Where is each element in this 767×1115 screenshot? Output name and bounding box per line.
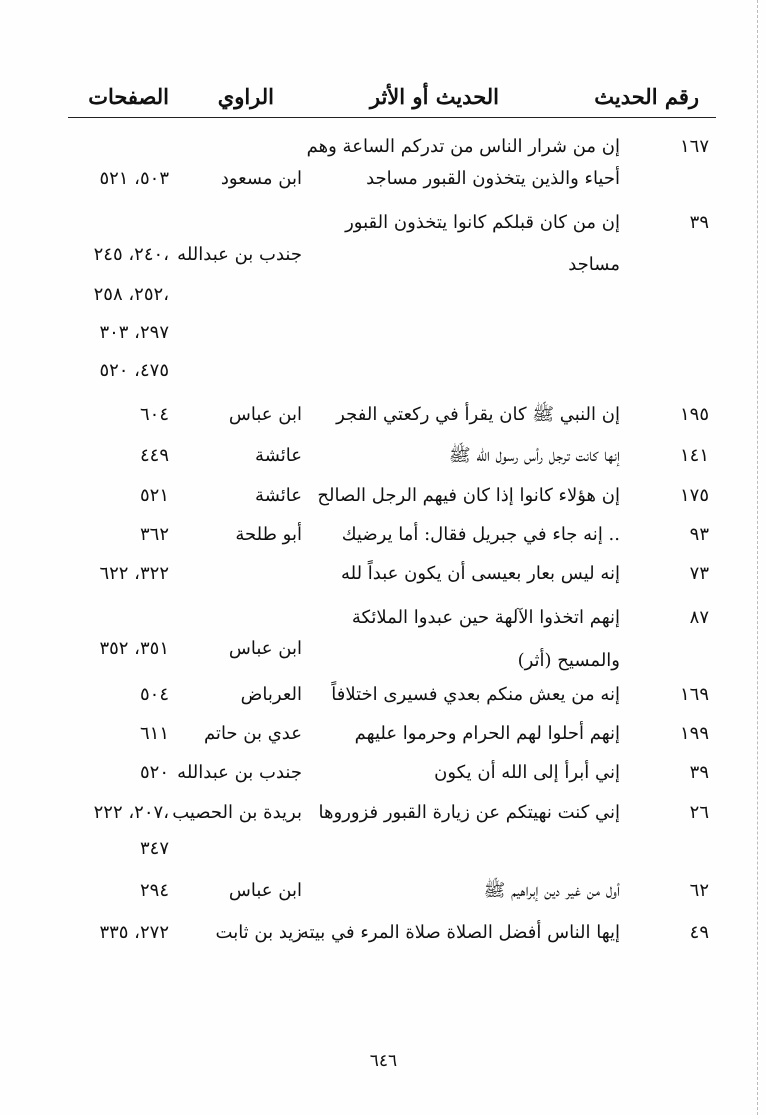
hadith-number: ٨٧ xyxy=(689,607,709,628)
narrator: ابن مسعود xyxy=(220,168,302,189)
narrator: جندب بن عبدالله xyxy=(177,762,302,783)
page-refs: ٣٥١، ٣٥٢ xyxy=(99,638,169,659)
page-refs: ٢٩٤ xyxy=(139,880,169,901)
narrator: جندب بن عبدالله xyxy=(177,244,302,265)
hadith-number: ١٧٥ xyxy=(679,485,709,506)
narrator: عدي بن حاتم xyxy=(203,723,302,744)
hadith-number: ١٩٩ xyxy=(679,723,709,744)
page-refs: ٤٧٥، ٥٢٠ xyxy=(99,360,169,381)
header-hadith: الحديث أو الأثر xyxy=(369,84,499,109)
hadith-number: ٣٩ xyxy=(689,762,709,783)
hadith-number: ١٦٩ xyxy=(679,684,709,705)
narrator: أبو طلحة xyxy=(235,524,302,545)
hadith-text: إن هؤلاء كانوا إذا كان فيهم الرجل الصالح xyxy=(317,485,620,506)
page-refs: ٢٩٧، ٣٠٣ xyxy=(99,322,169,343)
hadith-text: أول من غير دين إبراهيم ﷺ xyxy=(483,880,620,901)
header-number: رقم الحديث xyxy=(594,84,699,109)
page-refs: ٥٠٣، ٥٢١ xyxy=(99,168,169,189)
page-refs: ٥٢١ xyxy=(139,485,169,506)
hadith-text: إني كنت نهيتكم عن زيارة القبور فزوروها xyxy=(318,802,620,823)
narrator: ابن عباس xyxy=(228,880,302,901)
header-pages: الصفحات xyxy=(88,84,169,109)
hadith-text: إنهم اتخذوا الآلهة حين عبدوا الملائكة xyxy=(351,607,620,628)
hadith-number: ١٤١ xyxy=(679,445,709,466)
narrator: زيد بن ثابت xyxy=(215,922,302,943)
hadith-number: ٦٢ xyxy=(689,880,709,901)
page-refs: ٣٤٧ xyxy=(139,838,169,859)
page-number: ٦٤٦ xyxy=(369,1051,398,1071)
hadith-text: والمسيح (أثر) xyxy=(517,650,620,671)
narrator: العرباض xyxy=(240,684,302,705)
page-refs: ٣٢٢، ٦٢٢ xyxy=(99,563,169,584)
header-divider xyxy=(68,117,716,118)
narrator: ابن عباس xyxy=(228,638,302,659)
page-refs: ٤٤٩ xyxy=(139,445,169,466)
hadith-text: إن من شرار الناس من تدركم الساعة وهم xyxy=(306,136,620,157)
page-refs: ٥٢٠ xyxy=(139,762,169,783)
page-refs: ٦١١ xyxy=(139,723,169,744)
hadith-text: إيها الناس أفضل الصلاة صلاة المرء في بيته xyxy=(299,922,620,943)
hadith-text: إنه جاء في جبريل فقال: أما يرضيك .. xyxy=(341,524,620,545)
hadith-text: إنه ليس بعار بعيسى أن يكون عبداً لله xyxy=(340,563,620,584)
hadith-text: مساجد xyxy=(568,254,620,275)
page-edge-line xyxy=(757,0,758,1115)
hadith-number: ٧٣ xyxy=(689,563,709,584)
hadith-text: أحياء والذين يتخذون القبور مساجد xyxy=(366,168,620,189)
hadith-text: إن النبي ﷺ كان يقرأ في ركعتي الفجر xyxy=(336,404,620,425)
hadith-number: ١٩٥ xyxy=(679,404,709,425)
hadith-number: ٢٦ xyxy=(689,802,709,823)
page-refs: ٥٠٤ xyxy=(139,684,169,705)
hadith-number: ٩٣ xyxy=(689,524,709,545)
narrator: بريدة بن الحصيب xyxy=(172,802,302,823)
narrator: عائشة xyxy=(255,445,302,466)
page-refs: ٦٠٤ xyxy=(139,404,169,425)
header-narrator: الراوي xyxy=(217,84,274,109)
page-refs: ٣٦٢ xyxy=(139,524,169,545)
hadith-number: ٣٩ xyxy=(689,212,709,233)
page-refs: ٢٤٠، ٢٤٥، xyxy=(93,244,169,265)
hadith-number: ١٦٧ xyxy=(679,136,709,157)
hadith-text: إنه من يعش منكم بعدي فسيرى اختلافاً xyxy=(331,684,620,705)
page-refs: ٢٥٢، ٢٥٨، xyxy=(93,284,169,305)
hadith-text: إنهم أحلوا لهم الحرام وحرموا عليهم xyxy=(354,723,620,744)
narrator: عائشة xyxy=(255,485,302,506)
narrator: ابن عباس xyxy=(228,404,302,425)
hadith-text: إن من كان قبلكم كانوا يتخذون القبور xyxy=(345,212,620,233)
hadith-text: إني أبرأ إلى الله أن يكون xyxy=(434,762,620,783)
hadith-text: إنها كانت ترجل رأس رسول الله ﷺ xyxy=(448,445,620,466)
page-refs: ٢٧٢، ٣٣٥ xyxy=(99,922,169,943)
page-refs: ٢٠٧، ٢٢٢، xyxy=(93,802,169,823)
hadith-number: ٤٩ xyxy=(689,922,709,943)
